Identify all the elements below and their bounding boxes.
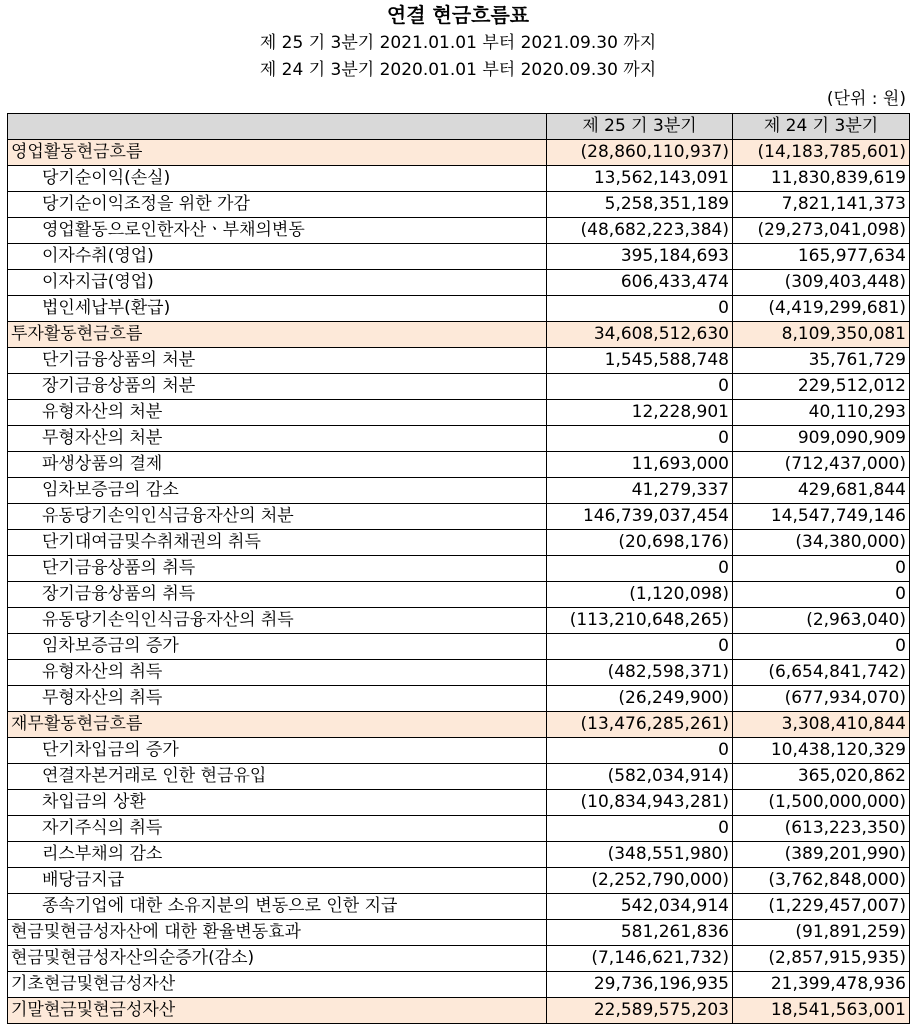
row-label: 이자지급(영업) — [8, 270, 547, 296]
row-label: 영업활동으로인한자산ㆍ부채의변동 — [8, 218, 547, 244]
unit-label: (단위 : 원) — [826, 89, 906, 109]
prior-period-value: 14,547,749,146 — [733, 504, 910, 530]
current-period-value: 0 — [547, 634, 733, 660]
prior-period-value: (712,437,000) — [733, 452, 910, 478]
current-period-value: 0 — [547, 426, 733, 452]
row-label: 파생상품의 결제 — [8, 452, 547, 478]
prior-period-value: 40,110,293 — [733, 400, 910, 426]
header-label-column — [8, 114, 547, 140]
prior-period-value: 18,541,563,001 — [733, 998, 910, 1024]
prior-period-value: (14,183,785,601) — [733, 140, 910, 166]
table-row — [8, 972, 910, 998]
current-period-value: 13,562,143,091 — [547, 166, 733, 192]
header-prior-period: 제 24 기 3분기 — [733, 114, 910, 140]
table-row — [8, 920, 910, 946]
row-label: 단기금융상품의 취득 — [8, 556, 547, 582]
row-label: 재무활동현금흐름 — [8, 712, 547, 738]
prior-period-value: (4,419,299,681) — [733, 296, 910, 322]
current-period-value: (113,210,648,265) — [547, 608, 733, 634]
prior-period-value: 21,399,478,936 — [733, 972, 910, 998]
current-period-value: (1,120,098) — [547, 582, 733, 608]
table-row — [8, 530, 910, 556]
current-period-value: 395,184,693 — [547, 244, 733, 270]
header-current-period: 제 25 기 3분기 — [547, 114, 733, 140]
table-row — [8, 946, 910, 972]
row-label: 당기순이익조정을 위한 가감 — [8, 192, 547, 218]
row-label: 기말현금및현금성자산 — [8, 998, 547, 1024]
row-label: 자기주식의 취득 — [8, 816, 547, 842]
table-row — [8, 634, 910, 660]
prior-period-value: 10,438,120,329 — [733, 738, 910, 764]
table-row — [8, 582, 910, 608]
row-label: 장기금융상품의 취득 — [8, 582, 547, 608]
table-row — [8, 738, 910, 764]
table-row — [8, 608, 910, 634]
table-row — [8, 244, 910, 270]
prior-period-value: 229,512,012 — [733, 374, 910, 400]
prior-period-value: (2,963,040) — [733, 608, 910, 634]
row-label: 무형자산의 처분 — [8, 426, 547, 452]
row-label: 연결자본거래로 인한 현금유입 — [8, 764, 547, 790]
prior-period-value: 365,020,862 — [733, 764, 910, 790]
table-row — [8, 556, 910, 582]
prior-period-value: 165,977,634 — [733, 244, 910, 270]
prior-period-value: (1,500,000,000) — [733, 790, 910, 816]
row-label: 유동당기손익인식금융자산의 취득 — [8, 608, 547, 634]
current-period-value: 29,736,196,935 — [547, 972, 733, 998]
prior-period-value: (613,223,350) — [733, 816, 910, 842]
prior-period-value: (3,762,848,000) — [733, 868, 910, 894]
current-period-value: 146,739,037,454 — [547, 504, 733, 530]
table-row — [8, 790, 910, 816]
row-label: 배당금지급 — [8, 868, 547, 894]
row-label: 영업활동현금흐름 — [8, 140, 547, 166]
current-period-value: (26,249,900) — [547, 686, 733, 712]
table-row — [8, 764, 910, 790]
current-period-value: 0 — [547, 556, 733, 582]
current-period-value: 0 — [547, 816, 733, 842]
current-period-value: 0 — [547, 296, 733, 322]
table-row — [8, 998, 910, 1024]
prior-period-value: 7,821,141,373 — [733, 192, 910, 218]
row-label: 기초현금및현금성자산 — [8, 972, 547, 998]
current-period-value: 1,545,588,748 — [547, 348, 733, 374]
table-row — [8, 894, 910, 920]
table-row — [8, 452, 910, 478]
table-row — [8, 686, 910, 712]
prior-period-value: 11,830,839,619 — [733, 166, 910, 192]
current-period-value: (10,834,943,281) — [547, 790, 733, 816]
current-period-value: (2,252,790,000) — [547, 868, 733, 894]
table-row — [8, 322, 910, 348]
table-body — [8, 140, 910, 1024]
row-label: 차입금의 상환 — [8, 790, 547, 816]
current-period-value: 0 — [547, 374, 733, 400]
row-label: 투자활동현금흐름 — [8, 322, 547, 348]
table-row — [8, 296, 910, 322]
prior-period-value: 429,681,844 — [733, 478, 910, 504]
current-period-value: (48,682,223,384) — [547, 218, 733, 244]
prior-period-value: (389,201,990) — [733, 842, 910, 868]
table-row — [8, 816, 910, 842]
table-row — [8, 868, 910, 894]
table-row — [8, 426, 910, 452]
table-header-row — [8, 114, 910, 140]
prior-period-value: 8,109,350,081 — [733, 322, 910, 348]
prior-period-value: 35,761,729 — [733, 348, 910, 374]
row-label: 종속기업에 대한 소유지분의 변동으로 인한 지급 — [8, 894, 547, 920]
row-label: 단기금융상품의 처분 — [8, 348, 547, 374]
table-row — [8, 374, 910, 400]
period-current: 제 25 기 3분기 2021.01.01 부터 2021.09.30 까지 — [259, 33, 657, 53]
table-row — [8, 192, 910, 218]
prior-period-value: (29,273,041,098) — [733, 218, 910, 244]
row-label: 임차보증금의 증가 — [8, 634, 547, 660]
current-period-value: (13,476,285,261) — [547, 712, 733, 738]
row-label: 유동당기손익인식금융자산의 처분 — [8, 504, 547, 530]
current-period-value: 606,433,474 — [547, 270, 733, 296]
row-label: 당기순이익(손실) — [8, 166, 547, 192]
prior-period-value: (91,891,259) — [733, 920, 910, 946]
table-row — [8, 842, 910, 868]
row-label: 장기금융상품의 처분 — [8, 374, 547, 400]
table-row — [8, 660, 910, 686]
row-label: 이자수취(영업) — [8, 244, 547, 270]
current-period-value: 22,589,575,203 — [547, 998, 733, 1024]
prior-period-value: (2,857,915,935) — [733, 946, 910, 972]
current-period-value: (7,146,621,732) — [547, 946, 733, 972]
table-row — [8, 478, 910, 504]
current-period-value: 12,228,901 — [547, 400, 733, 426]
row-label: 현금및현금성자산에 대한 환율변동효과 — [8, 920, 547, 946]
prior-period-value: 0 — [733, 582, 910, 608]
prior-period-value: 909,090,909 — [733, 426, 910, 452]
current-period-value: (20,698,176) — [547, 530, 733, 556]
current-period-value: 0 — [547, 738, 733, 764]
table-row — [8, 400, 910, 426]
current-period-value: 11,693,000 — [547, 452, 733, 478]
statement-title: 연결 현금흐름표 — [386, 3, 530, 27]
prior-period-value: 0 — [733, 556, 910, 582]
current-period-value: 581,261,836 — [547, 920, 733, 946]
period-prior: 제 24 기 3분기 2020.01.01 부터 2020.09.30 까지 — [259, 60, 657, 80]
table-row — [8, 270, 910, 296]
prior-period-value: (677,934,070) — [733, 686, 910, 712]
row-label: 법인세납부(환급) — [8, 296, 547, 322]
row-label: 무형자산의 취득 — [8, 686, 547, 712]
table-row — [8, 166, 910, 192]
prior-period-value: (1,229,457,007) — [733, 894, 910, 920]
current-period-value: (28,860,110,937) — [547, 140, 733, 166]
table-row — [8, 218, 910, 244]
current-period-value: (348,551,980) — [547, 842, 733, 868]
current-period-value: 34,608,512,630 — [547, 322, 733, 348]
prior-period-value: 0 — [733, 634, 910, 660]
current-period-value: 542,034,914 — [547, 894, 733, 920]
table-row — [8, 348, 910, 374]
table-row — [8, 712, 910, 738]
current-period-value: (482,598,371) — [547, 660, 733, 686]
prior-period-value: (34,380,000) — [733, 530, 910, 556]
current-period-value: 41,279,337 — [547, 478, 733, 504]
row-label: 유형자산의 처분 — [8, 400, 547, 426]
current-period-value: (582,034,914) — [547, 764, 733, 790]
row-label: 리스부채의 감소 — [8, 842, 547, 868]
prior-period-value: 3,308,410,844 — [733, 712, 910, 738]
row-label: 임차보증금의 감소 — [8, 478, 547, 504]
prior-period-value: (309,403,448) — [733, 270, 910, 296]
row-label: 현금및현금성자산의순증가(감소) — [8, 946, 547, 972]
current-period-value: 5,258,351,189 — [547, 192, 733, 218]
table-row — [8, 504, 910, 530]
prior-period-value: (6,654,841,742) — [733, 660, 910, 686]
table-row — [8, 140, 910, 166]
cash-flow-table — [7, 113, 910, 1024]
row-label: 유형자산의 취득 — [8, 660, 547, 686]
row-label: 단기차입금의 증가 — [8, 738, 547, 764]
row-label: 단기대여금및수취채권의 취득 — [8, 530, 547, 556]
